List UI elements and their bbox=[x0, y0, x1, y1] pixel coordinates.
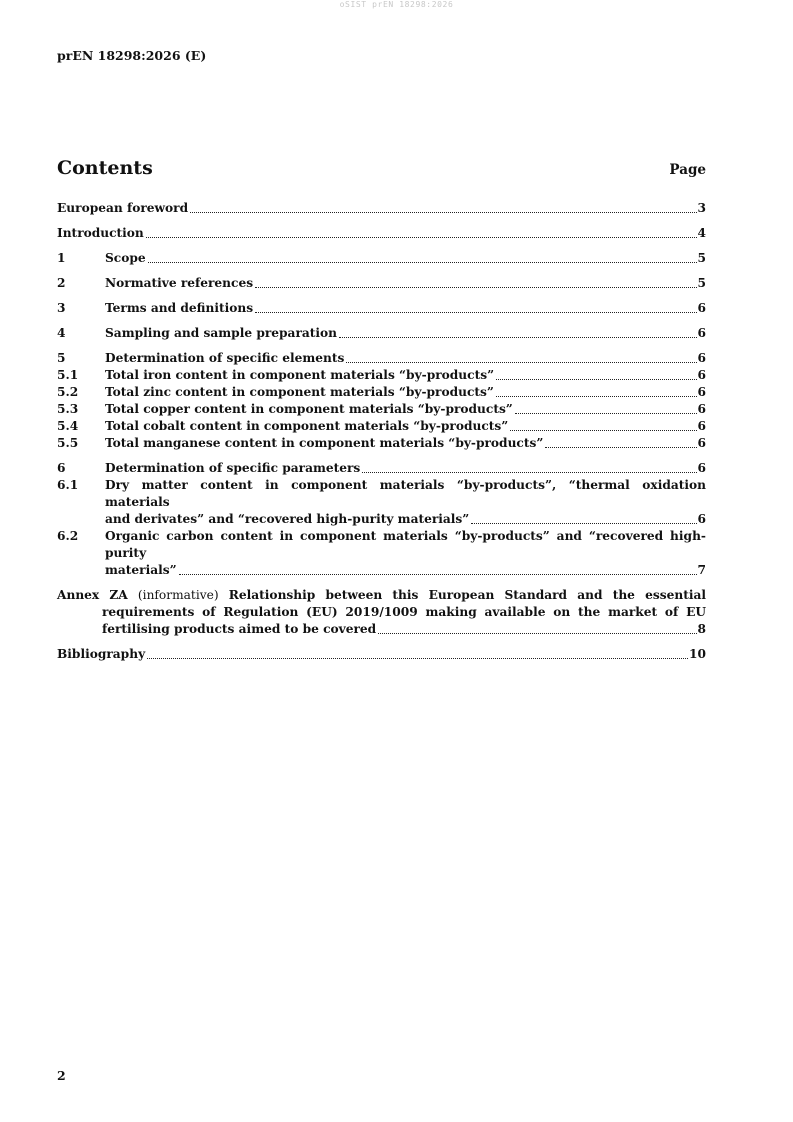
toc-number: 6.2 bbox=[57, 529, 79, 543]
toc-number: 6.1 bbox=[57, 478, 79, 492]
toc-number: 5.2 bbox=[57, 385, 79, 399]
toc-page: 8 bbox=[697, 622, 706, 636]
toc-page: 10 bbox=[689, 647, 706, 661]
toc-title: European foreword bbox=[57, 201, 189, 215]
toc-number: 5.3 bbox=[57, 402, 79, 416]
toc-page: 6 bbox=[697, 351, 706, 365]
toc-page: 6 bbox=[697, 301, 706, 315]
toc-page: 6 bbox=[697, 436, 706, 450]
dot-leader bbox=[179, 574, 697, 575]
page-number: 2 bbox=[57, 1068, 66, 1083]
dot-leader bbox=[346, 362, 696, 363]
annex-title-line-2: requirements of Regulation (EU) 2019/1009 making available on the market of EU bbox=[102, 605, 706, 619]
dot-leader bbox=[510, 430, 696, 431]
page-column-label: Page bbox=[669, 162, 706, 178]
toc-number: 6 bbox=[57, 461, 66, 475]
dot-leader bbox=[496, 379, 696, 380]
toc-number: 5.1 bbox=[57, 368, 79, 382]
toc-entry-6[interactable] bbox=[57, 460, 706, 477]
annex-label: Annex ZA bbox=[57, 588, 128, 602]
toc-title: Scope bbox=[105, 251, 146, 265]
toc-title: Determination of specific parameters bbox=[105, 461, 361, 475]
dot-leader bbox=[471, 523, 696, 524]
dot-leader bbox=[255, 287, 696, 288]
toc-title: Normative references bbox=[105, 276, 254, 290]
toc-entry-4[interactable] bbox=[57, 325, 706, 342]
toc-title: Determination of specific elements bbox=[105, 351, 345, 365]
toc-number: 1 bbox=[57, 251, 66, 265]
dot-leader bbox=[378, 633, 696, 634]
annex-title-text-1: Relationship between this European Standard and the essential bbox=[228, 588, 706, 602]
toc-title: Bibliography bbox=[57, 647, 146, 661]
dot-leader bbox=[146, 237, 697, 238]
toc-title: Introduction bbox=[57, 226, 144, 240]
dot-leader bbox=[339, 337, 697, 338]
toc-page: 3 bbox=[697, 201, 706, 215]
toc-title-line-1: Organic carbon content in component materials “by-products” and “recovered high-purity bbox=[105, 529, 706, 560]
toc-page: 6 bbox=[697, 402, 706, 416]
toc-page: 6 bbox=[697, 419, 706, 433]
toc-entry-5-2[interactable] bbox=[57, 384, 706, 401]
dot-leader bbox=[515, 413, 697, 414]
toc-title-line-1: Dry matter content in component materials “by-products”, “thermal oxidation materials bbox=[105, 478, 706, 509]
toc-entry-5-4[interactable] bbox=[57, 418, 706, 435]
toc-entry-6-1[interactable] bbox=[57, 477, 706, 528]
toc-entry-bibliography[interactable] bbox=[57, 646, 706, 663]
toc-page: 6 bbox=[697, 512, 706, 526]
toc-page: 5 bbox=[697, 251, 706, 265]
annex-title-line-3: fertilising products aimed to be covered bbox=[102, 622, 377, 636]
toc-title: Total cobalt content in component materials “by-products” bbox=[105, 419, 509, 433]
toc-number: 5 bbox=[57, 351, 66, 365]
toc-title-line-2: and derivates” and “recovered high-purity materials” bbox=[105, 512, 470, 526]
toc-entry-annex-za[interactable] bbox=[57, 587, 706, 638]
contents-title: Contents bbox=[57, 157, 153, 179]
toc-number: 5.5 bbox=[57, 436, 79, 450]
toc-title: Total iron content in component materials “by-products” bbox=[105, 368, 495, 382]
toc-title: Total manganese content in component materials “by-products” bbox=[105, 436, 544, 450]
dot-leader bbox=[255, 312, 696, 313]
toc-entry-5-3[interactable] bbox=[57, 401, 706, 418]
dot-leader bbox=[148, 262, 697, 263]
toc-title-line-2: materials” bbox=[105, 563, 177, 577]
toc-page: 6 bbox=[697, 326, 706, 340]
toc-page: 5 bbox=[697, 276, 706, 290]
table-of-contents bbox=[57, 200, 706, 663]
toc-number: 5.4 bbox=[57, 419, 79, 433]
toc-number: 3 bbox=[57, 301, 66, 315]
toc-entry-2[interactable] bbox=[57, 275, 706, 292]
watermark: oSIST prEN 18298:2026 bbox=[339, 0, 454, 9]
toc-entry-1[interactable] bbox=[57, 250, 706, 267]
toc-entry-5[interactable] bbox=[57, 350, 706, 367]
toc-title: Total copper content in component materials “by-products” bbox=[105, 402, 513, 416]
toc-title: Terms and definitions bbox=[105, 301, 254, 315]
toc-entry-introduction[interactable] bbox=[57, 225, 706, 242]
toc-entry-5-5[interactable] bbox=[57, 435, 706, 452]
toc-entry-3[interactable] bbox=[57, 300, 706, 317]
toc-page: 6 bbox=[697, 461, 706, 475]
dot-leader bbox=[496, 396, 697, 397]
toc-entry-foreword[interactable] bbox=[57, 200, 706, 217]
toc-page: 6 bbox=[697, 385, 706, 399]
toc-number: 2 bbox=[57, 276, 66, 290]
document-id: prEN 18298:2026 (E) bbox=[57, 48, 207, 63]
toc-entry-5-1[interactable] bbox=[57, 367, 706, 384]
dot-leader bbox=[545, 447, 696, 448]
dot-leader bbox=[147, 658, 688, 659]
toc-number: 4 bbox=[57, 326, 66, 340]
dot-leader bbox=[190, 212, 696, 213]
toc-page: 6 bbox=[697, 368, 706, 382]
annex-type: (informative) bbox=[137, 588, 219, 602]
toc-page: 7 bbox=[697, 563, 706, 577]
toc-title: Sampling and sample preparation bbox=[105, 326, 338, 340]
toc-page: 4 bbox=[697, 226, 706, 240]
toc-title: Total zinc content in component materials “by-products” bbox=[105, 385, 494, 399]
annex-title-line-1 bbox=[57, 587, 706, 604]
toc-entry-6-2[interactable] bbox=[57, 528, 706, 579]
dot-leader bbox=[362, 472, 696, 473]
